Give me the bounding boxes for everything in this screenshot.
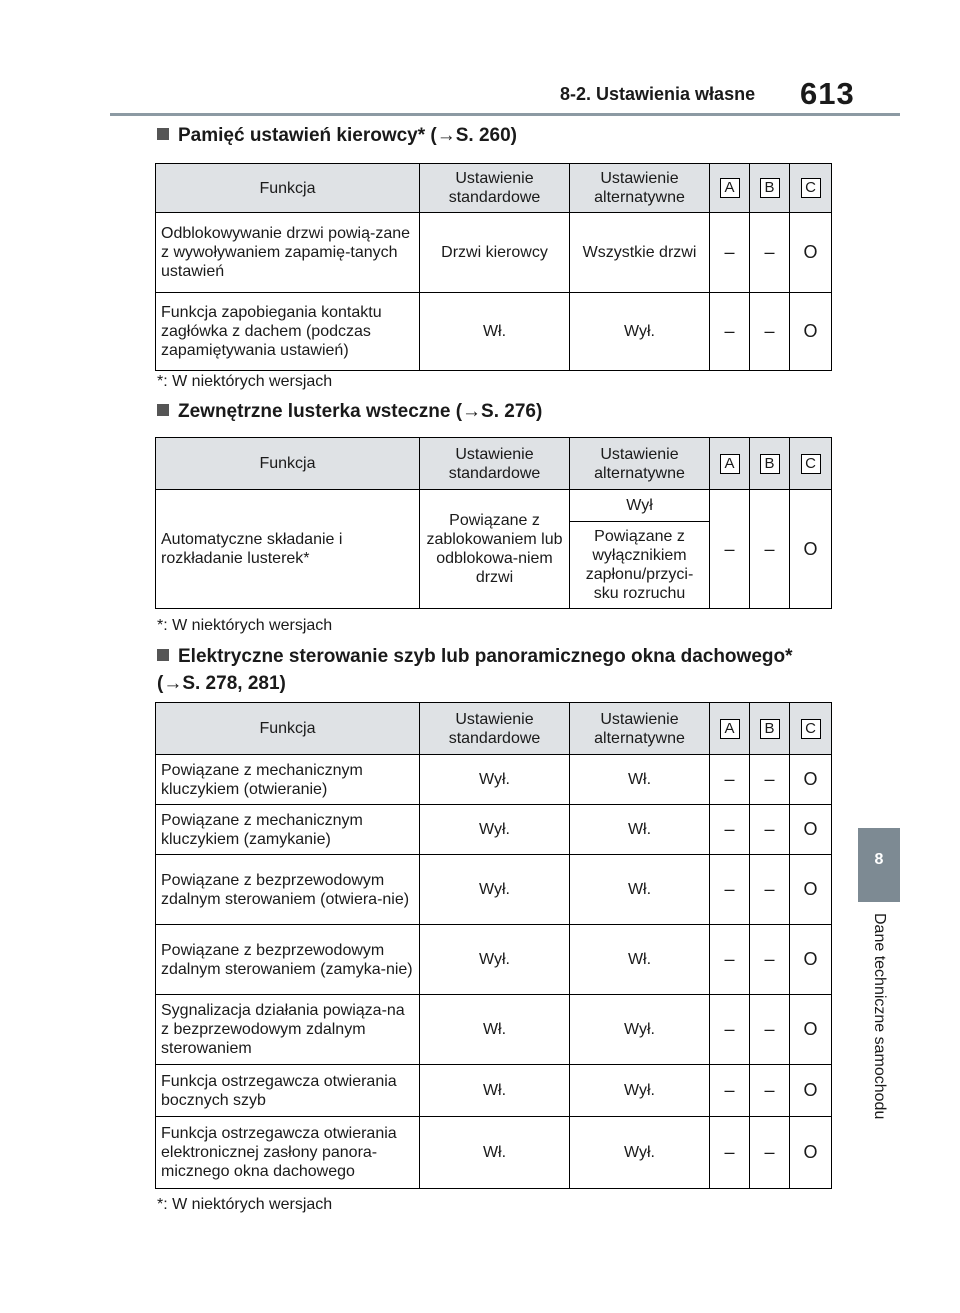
cell-standard: Wł.	[420, 293, 570, 371]
section-header-title: 8-2. Ustawienia własne	[560, 84, 756, 104]
cell-standard: Wł.	[420, 995, 570, 1065]
cell-alternative: Wył.	[570, 995, 710, 1065]
cell-alternative: Wł.	[570, 755, 710, 805]
section-heading-windows	[157, 643, 837, 697]
letter-a-box: A	[720, 719, 740, 739]
letter-c-box: C	[801, 454, 821, 474]
cell-c: O	[790, 1065, 832, 1117]
header-divider	[110, 113, 900, 116]
letter-b-box: B	[760, 178, 780, 198]
cell-standard: Wył.	[420, 805, 570, 855]
letter-c-box: C	[801, 719, 821, 739]
cell-alternative: Wł.	[570, 855, 710, 925]
cell-b: –	[750, 755, 790, 805]
section-heading-driver-memory	[157, 122, 517, 149]
cell-standard: Wył.	[420, 855, 570, 925]
cell-standard: Drzwi kierowcy	[420, 213, 570, 293]
table-header-row	[156, 438, 832, 490]
letter-c-box: C	[801, 178, 821, 198]
col-b	[750, 164, 790, 213]
cell-c: O	[790, 1117, 832, 1189]
page-number: 613	[800, 76, 855, 111]
footnote: *: W niektórych wersjach	[157, 617, 333, 634]
cell-function: Funkcja ostrzegawcza otwierania elektronicznej zasłony panora-micznego okna dachowego	[156, 1117, 420, 1189]
col-c	[790, 438, 832, 490]
col-alternative: Ustawienie alternatywne	[570, 438, 710, 490]
col-c	[790, 703, 832, 755]
cell-function: Powiązane z mechanicznym kluczykiem (zamykanie)	[156, 805, 420, 855]
cell-c: O	[790, 925, 832, 995]
cell-standard: Wł.	[420, 1117, 570, 1189]
cell-standard: Wył.	[420, 925, 570, 995]
cell-b: –	[750, 995, 790, 1065]
cell-b: –	[750, 925, 790, 995]
table-row	[156, 213, 832, 293]
cell-a: –	[710, 213, 750, 293]
footnote: *: W niektórych wersjach	[157, 1196, 333, 1213]
cell-c: O	[790, 805, 832, 855]
table-row	[156, 1117, 832, 1189]
cell-function: Powiązane z bezprzewodowym zdalnym sterowaniem (zamyka-nie)	[156, 925, 420, 995]
cell-b: –	[750, 1117, 790, 1189]
chapter-tab: 8	[858, 828, 900, 902]
cell-alternative: Wył.	[570, 1065, 710, 1117]
table-row	[156, 1065, 832, 1117]
col-function: Funkcja	[156, 703, 420, 755]
cell-alternative: Wszystkie drzwi	[570, 213, 710, 293]
table-header-row	[156, 164, 832, 213]
section-title: Zewnętrzne lusterka wsteczne (→S. 276)	[178, 401, 543, 422]
letter-a-box: A	[720, 178, 740, 198]
section-title: Pamięć ustawień kierowcy* (→S. 260)	[178, 125, 517, 146]
col-a	[710, 164, 750, 213]
cell-b: –	[750, 490, 790, 609]
section-heading-mirrors	[157, 398, 542, 425]
table-row	[156, 805, 832, 855]
letter-b-box: B	[760, 719, 780, 739]
cell-a: –	[710, 293, 750, 371]
cell-a: –	[710, 490, 750, 609]
cell-alternative-1: Wył	[570, 490, 710, 522]
table-row	[156, 925, 832, 995]
col-function: Funkcja	[156, 164, 420, 213]
square-bullet-icon	[157, 404, 169, 416]
cell-c: O	[790, 213, 832, 293]
cell-alternative: Wył.	[570, 1117, 710, 1189]
cell-function: Sygnalizacja działania powiąza-na z bezprzewodowym zdalnym sterowaniem	[156, 995, 420, 1065]
table-row	[156, 995, 832, 1065]
cell-standard: Wł.	[420, 1065, 570, 1117]
chapter-label: Dane techniczne samochodu	[871, 913, 888, 1120]
col-b	[750, 703, 790, 755]
table-row	[156, 755, 832, 805]
cell-a: –	[710, 855, 750, 925]
cell-function: Automatyczne składanie i rozkładanie lusterek*	[156, 490, 420, 609]
table-row	[156, 490, 832, 522]
col-alternative: Ustawienie alternatywne	[570, 703, 710, 755]
cell-a: –	[710, 925, 750, 995]
cell-standard: Powiązane z zablokowaniem lub odblokowa-niem drzwi	[420, 490, 570, 609]
mirrors-table	[155, 437, 832, 609]
cell-a: –	[710, 1117, 750, 1189]
cell-alternative: Wył.	[570, 293, 710, 371]
cell-b: –	[750, 805, 790, 855]
cell-b: –	[750, 855, 790, 925]
windows-table	[155, 702, 832, 1189]
col-standard: Ustawienie standardowe	[420, 164, 570, 213]
square-bullet-icon	[157, 649, 169, 661]
cell-alternative-2: Powiązane z wyłącznikiem zapłonu/przyci-sku rozruchu	[570, 522, 710, 609]
cell-b: –	[750, 213, 790, 293]
cell-function: Funkcja zapobiegania kontaktu zagłówka z dachem (podczas zapamiętywania ustawień)	[156, 293, 420, 371]
col-alternative: Ustawienie alternatywne	[570, 164, 710, 213]
footnote: *: W niektórych wersjach	[157, 373, 333, 390]
cell-a: –	[710, 755, 750, 805]
cell-c: O	[790, 755, 832, 805]
col-standard: Ustawienie standardowe	[420, 438, 570, 490]
table-row	[156, 293, 832, 371]
cell-c: O	[790, 855, 832, 925]
letter-b-box: B	[760, 454, 780, 474]
section-title: Elektryczne sterowanie szyb lub panoramicznego okna dachowego* (→S. 278, 281)	[157, 646, 793, 694]
cell-a: –	[710, 1065, 750, 1117]
cell-function: Odblokowywanie drzwi powią-zane z wywoływaniem zapamię-tanych ustawień	[156, 213, 420, 293]
square-bullet-icon	[157, 128, 169, 140]
col-c	[790, 164, 832, 213]
cell-c: O	[790, 490, 832, 609]
letter-a-box: A	[720, 454, 740, 474]
table-row	[156, 855, 832, 925]
cell-c: O	[790, 293, 832, 371]
cell-standard: Wył.	[420, 755, 570, 805]
col-a	[710, 438, 750, 490]
driver-memory-table	[155, 163, 832, 371]
cell-a: –	[710, 805, 750, 855]
cell-b: –	[750, 1065, 790, 1117]
cell-function: Powiązane z bezprzewodowym zdalnym sterowaniem (otwiera-nie)	[156, 855, 420, 925]
cell-alternative: Wł.	[570, 925, 710, 995]
cell-a: –	[710, 995, 750, 1065]
cell-alternative: Wł.	[570, 805, 710, 855]
col-function: Funkcja	[156, 438, 420, 490]
table-header-row	[156, 703, 832, 755]
cell-function: Funkcja ostrzegawcza otwierania bocznych szyb	[156, 1065, 420, 1117]
col-a	[710, 703, 750, 755]
col-b	[750, 438, 790, 490]
col-standard: Ustawienie standardowe	[420, 703, 570, 755]
cell-c: O	[790, 995, 832, 1065]
cell-function: Powiązane z mechanicznym kluczykiem (otwieranie)	[156, 755, 420, 805]
cell-b: –	[750, 293, 790, 371]
